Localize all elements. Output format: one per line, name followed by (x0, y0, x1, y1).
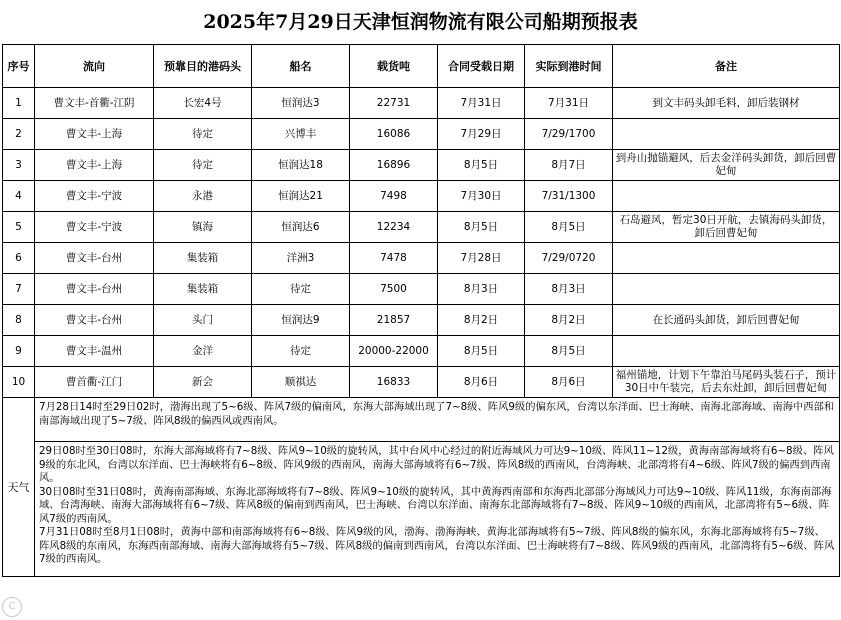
row-route: 曹文丰-台州 (35, 243, 154, 274)
row-port: 镇海 (154, 212, 252, 243)
table-row (3, 305, 840, 336)
table-header-row (3, 45, 840, 88)
header-route: 流向 (35, 45, 154, 88)
weather-observed-text: 7月28日14时至29日02时，渤海出现了5~6级、阵风7级的偏南风，东海大部海域出现了7~8级、阵风9级的偏东风，台湾以东洋面、巴士海峡、南海北部海域、南海中西部和南部海域出现了5~7级、阵风8级的偏西风或西南风。 (35, 398, 840, 442)
row-remark: 到舟山抛锚避风，后去金洋码头卸货，卸后回曹妃甸 (613, 150, 840, 181)
row-tons: 16896 (350, 150, 438, 181)
row-remark (613, 243, 840, 274)
row-ship: 洋洲3 (252, 243, 350, 274)
row-port: 新会 (154, 367, 252, 398)
row-arrival-time: 8月2日 (525, 305, 613, 336)
row-route: 曹首衢-江门 (35, 367, 154, 398)
weather-forecast-paragraph: 29日08时至30日08时，东海大部海域将有7~8级、阵风9~10级的旋转风，其中台风中心经过的附近海域风力可达9~10级、阵风11~12级，黄海南部海域将有6~8级、阵风9级的东北风，台湾以东洋面、巴士海峡将有6~8级、阵风9级的西南风，南海大部海域将有6~7级、阵风8级的西南风，台湾海峡、北部湾将有4~6级、阵风7级的偏西到西南风。 (39, 445, 834, 484)
header-ship: 船名 (252, 45, 350, 88)
row-ship: 恒润达21 (252, 181, 350, 212)
row-no: 2 (3, 119, 35, 150)
row-remark: 福州锚地，计划下午靠泊马尾码头装石子，预计30日中午装完，后去东灶卸，卸后回曹妃甸 (613, 367, 840, 398)
row-tons: 12234 (350, 212, 438, 243)
row-port: 待定 (154, 119, 252, 150)
row-remark: 石岛避风，暂定30日开航，去镇海码头卸货，卸后回曹妃甸 (613, 212, 840, 243)
row-remark: 在长通码头卸货，卸后回曹妃甸 (613, 305, 840, 336)
row-no: 7 (3, 274, 35, 305)
table-row (3, 243, 840, 274)
weather-row-2 (3, 442, 840, 577)
weather-label: 天气 (3, 398, 35, 577)
row-tons: 21857 (350, 305, 438, 336)
row-contract-date: 8月2日 (438, 305, 525, 336)
row-arrival-time: 7/31/1300 (525, 181, 613, 212)
table-row (3, 181, 840, 212)
row-ship: 待定 (252, 274, 350, 305)
row-ship: 恒润达9 (252, 305, 350, 336)
watermark-logo: C (2, 597, 22, 617)
weather-row-1 (3, 398, 840, 442)
row-contract-date: 7月29日 (438, 119, 525, 150)
table-row (3, 150, 840, 181)
row-port: 长宏4号 (154, 88, 252, 119)
row-port: 集装箱 (154, 243, 252, 274)
row-contract-date: 8月5日 (438, 212, 525, 243)
weather-forecast-block (35, 442, 840, 577)
row-port: 集装箱 (154, 274, 252, 305)
row-arrival-time: 8月6日 (525, 367, 613, 398)
row-port: 头门 (154, 305, 252, 336)
row-no: 9 (3, 336, 35, 367)
row-contract-date: 7月30日 (438, 181, 525, 212)
row-arrival-time: 7/29/0720 (525, 243, 613, 274)
row-arrival-time: 8月3日 (525, 274, 613, 305)
row-ship: 恒润达3 (252, 88, 350, 119)
row-no: 1 (3, 88, 35, 119)
row-no: 4 (3, 181, 35, 212)
row-arrival-time: 8月7日 (525, 150, 613, 181)
row-tons: 16086 (350, 119, 438, 150)
row-port: 永港 (154, 181, 252, 212)
weather-forecast-paragraph: 30日08时至31日08时，黄海南部海域、东海北部海域将有7~8级、阵风9~10级的旋转风，其中黄海西南部和东海西北部部分海域风力可达9~10级、阵风11级，东海南部海域、台湾海峡、南海大部海域将有6~7级、阵风8级的偏南到西南风，巴士海峡、台湾以东洋面、南海东北部海域将有7~8级、阵风9~10级的西南风，北部湾将有5~6级、阵风7级的西南风。 (39, 485, 832, 525)
table-row (3, 336, 840, 367)
row-route: 曹文丰-台州 (35, 274, 154, 305)
row-route: 曹文丰-宁波 (35, 212, 154, 243)
row-contract-date: 7月31日 (438, 88, 525, 119)
row-no: 3 (3, 150, 35, 181)
row-tons: 20000-22000 (350, 336, 438, 367)
row-route: 曹文丰-台州 (35, 305, 154, 336)
row-tons: 16833 (350, 367, 438, 398)
header-no: 序号 (3, 45, 35, 88)
table-row (3, 88, 840, 119)
row-remark (613, 274, 840, 305)
row-tons: 22731 (350, 88, 438, 119)
row-tons: 7500 (350, 274, 438, 305)
row-contract-date: 8月6日 (438, 367, 525, 398)
row-no: 8 (3, 305, 35, 336)
header-remark: 备注 (613, 45, 840, 88)
header-tons: 载货吨 (350, 45, 438, 88)
row-arrival-time: 8月5日 (525, 212, 613, 243)
row-no: 10 (3, 367, 35, 398)
row-ship: 待定 (252, 336, 350, 367)
row-port: 待定 (154, 150, 252, 181)
row-contract-date: 7月28日 (438, 243, 525, 274)
row-ship: 恒润达18 (252, 150, 350, 181)
row-arrival-time: 7月31日 (525, 88, 613, 119)
row-contract-date: 8月5日 (438, 150, 525, 181)
row-tons: 7498 (350, 181, 438, 212)
row-contract-date: 8月5日 (438, 336, 525, 367)
row-ship: 顺祺达 (252, 367, 350, 398)
row-route: 曹文丰-首衢-江阴 (35, 88, 154, 119)
table-row (3, 212, 840, 243)
page-title: 2025年7月29日天津恒润物流有限公司船期预报表 (203, 11, 638, 33)
weather-forecast-paragraph: 7月31日08时至8月1日08时，黄海中部和南部海域将有6~8级、阵风9级的风，渤海、渤海海峡、黄海北部海域将有5~7级、阵风8级的偏东风，东海北部海域将有5~7级、阵风8级的东南风，东海西南部海域、南海大部海域将有5~7级、阵风8级的偏南到西南风，台湾以东洋面、巴士海峡将有7~8级、阵风9级的西南风，北部湾将有5~6级、阵风7级的西南风。 (39, 526, 835, 565)
row-ship: 兴博丰 (252, 119, 350, 150)
row-arrival-time: 7/29/1700 (525, 119, 613, 150)
row-port: 金洋 (154, 336, 252, 367)
row-no: 5 (3, 212, 35, 243)
row-arrival-time: 8月5日 (525, 336, 613, 367)
row-remark (613, 181, 840, 212)
table-row (3, 274, 840, 305)
row-remark: 到文丰码头卸毛料，卸后装钢材 (613, 88, 840, 119)
header-arrival-time: 实际到港时间 (525, 45, 613, 88)
row-contract-date: 8月3日 (438, 274, 525, 305)
table-row (3, 367, 840, 398)
header-port: 预靠目的港码头 (154, 45, 252, 88)
row-remark (613, 336, 840, 367)
header-contract-date: 合同受载日期 (438, 45, 525, 88)
row-remark (613, 119, 840, 150)
row-route: 曹文丰-温州 (35, 336, 154, 367)
row-ship: 恒润达6 (252, 212, 350, 243)
row-route: 曹文丰-上海 (35, 150, 154, 181)
schedule-table (2, 44, 840, 577)
row-route: 曹文丰-上海 (35, 119, 154, 150)
row-no: 6 (3, 243, 35, 274)
row-route: 曹文丰-宁波 (35, 181, 154, 212)
row-tons: 7478 (350, 243, 438, 274)
table-row (3, 119, 840, 150)
